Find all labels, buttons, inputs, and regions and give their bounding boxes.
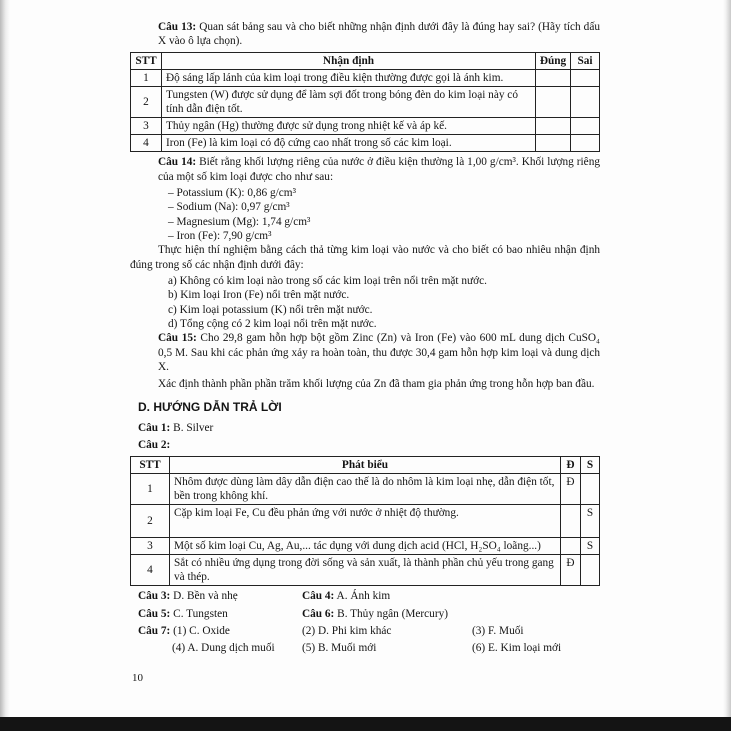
answer-6-text: B. Thủy ngân (Mercury) — [337, 607, 449, 620]
density-list — [130, 186, 600, 243]
question-13-text: Quan sát bảng sau và cho biết những nhận định dưới đây là đúng hay sai? (Hãy tích dấu X vào ô lựa chọn). — [158, 21, 600, 48]
answer-7-part-4: (4) A. Dung dịch muối — [172, 642, 275, 655]
header-false: Sai — [571, 52, 600, 69]
question-13-table — [130, 52, 600, 153]
answer-mark-false-cell: S — [581, 538, 600, 555]
checkbox-true-cell — [536, 86, 571, 117]
answer-6 — [302, 607, 472, 621]
table-row — [131, 69, 600, 86]
table-header-row — [131, 52, 600, 69]
answer-4 — [302, 589, 472, 603]
answer-1-label: Câu 1: — [138, 422, 171, 435]
header-true: Đúng — [536, 52, 571, 69]
answer-line-2 — [138, 438, 600, 452]
table-header-row — [131, 456, 600, 473]
question-14 — [158, 155, 600, 184]
question-14-intro: Biết rằng khối lượng riêng của nước ở điều kiện thường là 1,00 g/cm³. Khối lượng riêng của một số kim loại được cho như sau: — [158, 156, 600, 183]
answer-7-part-1 — [138, 624, 302, 638]
list-item: – Magnesium (Mg): 1,74 g/cm³ — [168, 215, 311, 228]
header-statement: Nhận định — [162, 52, 536, 69]
answer-3-label: Câu 3: — [138, 590, 171, 603]
cell-stt: 2 — [131, 505, 170, 538]
answer-2-table — [130, 456, 600, 587]
list-item: – Potassium (K): 0,86 g/cm³ — [168, 187, 296, 200]
answer-row-5-6 — [130, 607, 600, 621]
cell-statement: Sắt có nhiều ứng dụng trong đời sống và sản xuất, là thành phần chủ yếu trong gang và thép. — [170, 555, 561, 586]
answer-mark-true-cell — [561, 505, 581, 538]
header-true: Đ — [561, 456, 581, 473]
cell-statement: Tungsten (W) được sử dụng để làm sợi đốt trong bóng đèn do kim loại này có tính dẫn điện tốt. — [162, 86, 536, 117]
answer-5-text: C. Tungsten — [173, 607, 228, 620]
answer-1-text: B. Silver — [173, 422, 214, 435]
answer-mark-false-cell — [581, 555, 600, 586]
cell-statement: Nhôm được dùng làm dây dẫn điện cao thế là do nhôm là kim loại nhẹ, dẫn điện tốt, bền trong không khí. — [170, 473, 561, 504]
answer-7-part-3: (3) F. Muối — [472, 625, 524, 638]
answer-7-part-2: (2) D. Phi kim khác — [302, 625, 392, 638]
question-15-task: Xác định thành phần phần trăm khối lượng của Zn đã tham gia phản ứng trong hỗn hợp ban đầu. — [158, 377, 595, 390]
list-item: a) Không có kim loại nào trong số các kim loại trên nổi trên mặt nước. — [168, 275, 487, 288]
list-item: – Iron (Fe): 7,90 g/cm³ — [168, 230, 272, 243]
scan-edge-left — [0, 0, 10, 717]
answer-5 — [138, 607, 302, 621]
cell-statement: Cặp kim loại Fe, Cu đều phản ứng với nước ở nhiệt độ thường. — [170, 505, 561, 538]
answer-line-1 — [138, 421, 600, 435]
checkbox-true-cell — [536, 118, 571, 135]
table-row — [131, 538, 600, 555]
cell-statement: Độ sáng lấp lánh của kim loại trong điều kiện thường được gọi là ánh kim. — [162, 69, 536, 86]
answer-5-label: Câu 5: — [138, 607, 171, 620]
answer-mark-true-cell — [561, 538, 581, 555]
table-row — [131, 118, 600, 135]
table-row — [131, 86, 600, 117]
scan-edge-right — [723, 0, 731, 717]
cell-stt: 1 — [131, 69, 162, 86]
table-row — [131, 505, 600, 538]
cell-stt: 3 — [131, 118, 162, 135]
answer-mark-false-cell: S — [581, 505, 600, 538]
answer-7-part-6: (6) E. Kim loại mới — [472, 642, 562, 655]
checkbox-false-cell — [571, 135, 600, 152]
cell-statement: Iron (Fe) là kim loại có độ cứng cao nhất trong số các kim loại. — [162, 135, 536, 152]
table-row — [131, 555, 600, 586]
question-14-label: Câu 14: — [158, 156, 197, 169]
checkbox-true-cell — [536, 69, 571, 86]
answer-mark-true-cell: Đ — [561, 473, 581, 504]
checkbox-false-cell — [571, 118, 600, 135]
header-stt: STT — [131, 52, 162, 69]
cell-statement: Một số kim loại Cu, Ag, Au,... tác dụng với dung dịch acid (HCl, H₂SO₄ loãng...) — [170, 538, 561, 555]
answer-mark-false-cell — [581, 473, 600, 504]
question-13 — [158, 20, 600, 49]
list-item: – Sodium (Na): 0,97 g/cm³ — [168, 201, 290, 214]
list-item: b) Kim loại Iron (Fe) nổi trên mặt nước. — [168, 289, 350, 302]
answer-section-heading: D. HƯỚNG DẪN TRẢ LỜI — [138, 399, 282, 414]
answer-row-7a — [130, 624, 600, 638]
question-14-task: Thực hiện thí nghiệm bằng cách thả từng kim loại vào nước và cho biết có bao nhiêu nhận định đúng trong số các nhận định dưới đây: — [130, 244, 600, 271]
header-stt: STT — [131, 456, 170, 473]
table-row — [131, 473, 600, 504]
question-15-label: Câu 15: — [158, 332, 197, 345]
checkbox-false-cell — [571, 69, 600, 86]
answer-mark-true-cell: Đ — [561, 555, 581, 586]
question-13-label: Câu 13: — [158, 21, 197, 33]
cell-stt: 2 — [131, 86, 162, 117]
answer-7-label: Câu 7: — [138, 625, 171, 638]
question-15-text: Cho 29,8 gam hỗn hợp bột gồm Zinc (Zn) và Iron (Fe) vào 600 mL dung dịch CuSO₄ 0,5 M. Sau khi các phản ứng xảy ra hoàn toàn, thu được 30,4 gam hỗn hợp kim loại và dung dịch X. — [158, 332, 600, 374]
checkbox-false-cell — [571, 86, 600, 117]
cell-stt: 4 — [131, 555, 170, 586]
question-15 — [158, 331, 600, 374]
page-number: 10 — [132, 671, 143, 684]
answer-7-part-5: (5) B. Muối mới — [302, 642, 377, 655]
answer-7-text-1: (1) C. Oxide — [173, 625, 230, 638]
list-item: d) Tổng cộng có 2 kim loại nổi trên mặt nước. — [168, 318, 377, 331]
cell-stt: 4 — [131, 135, 162, 152]
checkbox-true-cell — [536, 135, 571, 152]
answer-4-text: A. Ánh kim — [336, 590, 391, 603]
table-row — [131, 135, 600, 152]
answer-row-3-4 — [130, 589, 600, 603]
cell-stt: 3 — [131, 538, 170, 555]
document-page — [130, 20, 600, 686]
answer-row-7b — [130, 641, 600, 655]
scan-bottom-bar — [0, 717, 731, 731]
answer-3-text: D. Bền và nhẹ — [173, 590, 238, 603]
cell-stt: 1 — [131, 473, 170, 504]
answer-2-label: Câu 2: — [138, 439, 171, 452]
list-item: c) Kim loại potassium (K) nổi trên mặt nước. — [168, 303, 373, 316]
header-false: S — [581, 456, 600, 473]
answer-4-label: Câu 4: — [302, 590, 335, 603]
answer-6-label: Câu 6: — [302, 607, 335, 620]
cell-statement: Thủy ngân (Hg) thường được sử dụng trong nhiệt kế và áp kế. — [162, 118, 536, 135]
answer-3 — [138, 589, 302, 603]
statement-list — [130, 274, 600, 331]
header-statement: Phát biểu — [170, 456, 561, 473]
